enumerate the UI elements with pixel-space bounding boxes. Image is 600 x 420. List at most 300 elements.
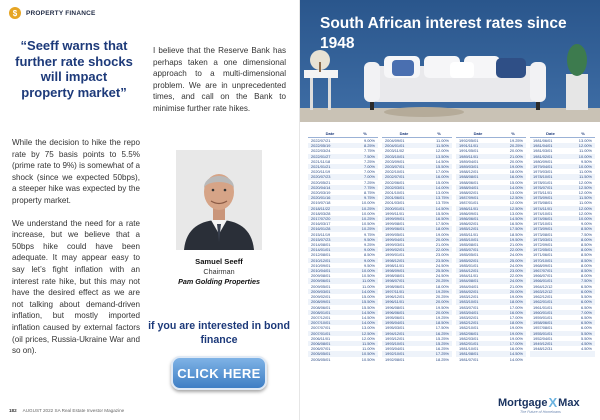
table-body [308,138,595,362]
rate-cell: 16.25% [426,331,452,336]
date-cell: 2020/05/21 [311,179,331,185]
date-cell: 2007/01/01 [308,331,352,336]
rate-cell: 10.00% [571,216,595,221]
date-cell: 1959/01/01 [533,314,553,320]
rate-cell: 7.00% [363,169,375,175]
rate-cell: 9.00% [352,247,378,252]
rate-cell: 21.00% [435,242,449,248]
date-cell: 2003/11/02 [385,148,405,154]
rate-cell: 8.50% [363,252,375,258]
rate-cell: 20.00% [509,158,523,164]
rate-cell: 24.00% [509,262,523,268]
portrait-photo [176,150,262,250]
rate-cell: 13.00% [435,190,449,196]
rate-cell: 11.50% [571,174,595,179]
rate-cell: 16.50% [426,216,452,221]
date-cell: 1998/11/01 [385,262,405,268]
rate-cell: 12.00% [578,179,592,185]
date-cell: 1998/08/01 [385,273,405,279]
date-cell: 2002/06/01 [385,179,405,185]
date-cell: 1985/08/01 [459,242,479,248]
date-cell: 1982/06/01 [456,331,500,336]
portrait-caption [148,256,290,287]
date-cell: 1966/01/01 [530,278,571,283]
pull-quote: “Seeff warns that further rate shocks will impact property market” [15,38,133,100]
rate-cell: 18.00% [435,283,449,289]
rate-cell: 23.50% [426,258,452,263]
date-cell: 1980/09/01 [533,158,553,164]
date-cell: 1988/02/01 [459,190,479,196]
date-cell: 2006/08/01 [308,341,352,346]
rate-cell: 16.25% [435,346,449,352]
date-cell: 1975/11/01 [533,190,553,196]
rate-cell: 17.00% [435,169,449,175]
rate-cell: 8.00% [580,273,592,279]
logo-tagline: The Future of Homeloans [520,410,561,414]
date-cell: 1974/10/01 [533,210,553,216]
date-cell: 1987/01/01 [459,200,479,206]
date-cell: 1986/09/01 [459,210,479,216]
date-cell: 1992/10/01 [382,351,426,356]
date-cell: 1994/12/01 [382,331,426,336]
date-cell: 1966/07/01 [533,273,553,279]
date-cell: 2004/09/01 [385,138,405,143]
rate-cell: 8.50% [580,242,592,248]
interest-rate-table [308,130,595,362]
date-cell: 2022/05/19 [308,143,352,148]
table-header-row [308,130,595,138]
rate-cell: 15.25% [426,341,452,346]
rate-cell: 11.00% [579,169,592,175]
rate-cell: 10.00% [352,268,378,273]
date-cell: 2008/09/01 [308,299,352,304]
date-cell: 2002/10/01 [385,169,405,175]
rate-cell: 19.25% [426,289,452,294]
rate-cell: 10.00% [361,200,375,206]
section-label: PROPERTY FINANCE [26,9,96,17]
table-row [308,357,595,362]
date-cell: 1999/03/01 [385,242,405,248]
rate-cell: 8.50% [571,268,595,273]
date-cell: 1999/05/01 [385,231,405,237]
date-cell: 1984/12/01 [456,268,500,273]
date-cell: 2010/12/01 [308,258,352,263]
rate-cell: 16.50% [509,221,523,227]
rate-cell: 16.00% [509,346,523,352]
date-cell: 2001/06/01 [382,195,426,200]
date-cell: 1985/02/01 [456,258,500,263]
rate-cell: 13.75% [426,195,452,200]
rate-cell: 19.00% [435,231,449,237]
rate-cell: 14.50% [361,314,375,320]
date-cell: 1989/03/01 [456,164,500,169]
date-cell: 2010/09/01 [311,262,331,268]
rate-cell: 20.00% [426,237,452,242]
date-cell: 2006/07/01 [311,346,331,352]
date-cell: 1981/10/01 [459,346,479,352]
rate-cell: 9.50% [363,262,375,268]
date-cell: 1972/09/01 [533,242,553,248]
date-cell: 1999/09/01 [382,216,426,221]
rate-cell: 13.00% [361,325,375,331]
rate-cell: 15.25% [435,335,449,341]
rate-cell: 12.00% [578,190,592,196]
column-header: % [426,130,452,138]
date-cell: 1989/11/01 [456,154,500,159]
paragraph: While the decision to hike the repo rate by 75 basis points to 5.5% (prime rate to 9%) is somewhat of a shock (since we expected 50bps), a steeper hike was expected by the property market. [12,138,140,205]
rate-cell: 19.25% [509,138,523,143]
rate-cell: 18.00% [426,226,452,231]
date-cell: 2012/08/01 [311,252,331,258]
date-cell: 1974/06/01 [530,216,571,221]
rate-cell: 18.00% [509,169,523,175]
article-column-2: I believe that the Reserve Bank has perhaps taken a one dimensional approach to a multi-dimensional problem. We are in unprecedented times, and call on the Bank to minimise further rate hikes. [153,46,286,113]
column-header: % [500,130,526,138]
date-cell: 2007/07/01 [311,325,331,331]
rate-cell: 8.50% [571,258,595,263]
date-cell: 2001/03/01 [385,200,405,206]
article-column-1 [12,137,140,368]
date-cell: 2009/03/01 [308,289,352,294]
rate-cell: 18.50% [509,231,523,237]
date-cell: 2022/01/27 [308,154,352,159]
date-cell: 2005/05/01 [308,351,352,356]
date-cell: 1995/04/01 [382,320,426,325]
rate-cell: 24.50% [435,262,449,268]
column-header: % [352,130,378,138]
rate-cell: 14.50% [426,206,452,211]
rate-cell: 16.00% [500,310,526,315]
date-cell: 2017/07/20 [308,216,352,221]
rate-cell: 10.50% [361,273,375,279]
rate-cell: 12.00% [578,210,592,216]
date-cell: 2022/07/21 [311,138,331,143]
rate-cell: 4.50% [580,346,592,352]
rate-cell: 24.50% [435,273,449,279]
rate-cell: 12.50% [500,206,526,211]
date-cell: 1998/07/01 [382,278,426,283]
date-cell: 1998/12/01 [382,258,426,263]
rate-cell: 18.00% [500,299,526,304]
person-portrait-icon [176,150,262,250]
date-cell: 1993/12/01 [385,335,405,341]
date-cell: 2020/11/19 [311,169,331,175]
date-cell: 1948/12/31 [533,346,553,352]
date-cell: 1962/12/01 [533,294,553,300]
date-cell: 1964/12/12 [533,283,553,289]
date-cell: 2020/01/16 [308,195,352,200]
rate-cell: 16.00% [426,174,452,179]
date-cell: 1984/04/01 [459,283,479,289]
rate-cell: 7.00% [352,174,378,179]
rate-cell: 10.50% [361,356,375,362]
rate-cell: 6.00% [571,299,595,304]
date-cell: 2005/05/01 [311,356,331,362]
rate-cell: 12.50% [352,331,378,336]
rate-cell: 4.50% [571,341,595,346]
date-cell: 2020/04/14 [308,185,352,190]
date-cell: 1973/03/01 [530,237,571,242]
rate-cell: 20.25% [426,278,452,283]
hero-image [300,0,600,122]
date-cell: 1952/04/01 [533,335,553,341]
rate-cell: 18.50% [426,320,452,325]
rate-cell: 10.00% [571,164,595,169]
rate-cell: 7.50% [352,154,378,159]
rate-cell: 17.00% [500,341,526,346]
date-cell: 2015/07/23 [308,237,352,242]
date-cell: 1986/11/01 [456,206,500,211]
rate-cell: 12.50% [571,185,595,190]
caption-name: Samuel Seeff [195,257,243,266]
date-cell: 1998/06/01 [385,283,405,289]
date-cell: 1992/08/01 [385,356,405,362]
date-cell: 1985/10/01 [456,237,500,242]
date-cell: 1999/06/01 [382,226,426,231]
rate-cell: 23.00% [500,268,526,273]
date-cell: 1957/08/01 [533,325,553,331]
rate-cell: 11.50% [426,143,452,148]
rate-cell: 12.00% [571,206,595,211]
page-number: 182 [9,408,17,413]
rate-cell: 12.00% [509,200,523,206]
rate-cell: 15.00% [509,179,523,185]
rate-cell: 14.00% [509,356,523,362]
column-header: Date [382,130,426,138]
date-cell: 1978/10/01 [530,174,571,179]
date-cell: 2016/01/28 [308,226,352,231]
rate-cell: 14.00% [352,320,378,325]
rate-cell: 14.00% [500,185,526,190]
date-cell: 1988/08/01 [456,174,500,179]
rate-cell: 12.00% [361,335,375,341]
rate-cell: 6.00% [580,325,592,331]
rate-cell: 9.75% [363,231,375,237]
date-cell: 1988/06/01 [459,179,479,185]
rate-cell: 14.50% [352,310,378,315]
date-cell: 1981/02/01 [530,154,571,159]
date-cell: 1972/05/01 [530,247,571,252]
date-cell [530,357,571,362]
rate-cell: 5.50% [580,335,592,341]
date-cell: 1996/12/01 [385,294,405,300]
date-cell: 2006/11/01 [311,335,331,341]
rate-cell: 23.00% [435,252,449,258]
date-cell: 1949/12/01 [530,341,571,346]
date-cell: 2003/10/01 [382,154,426,159]
date-cell: 2008/01/01 [308,310,352,315]
rate-cell: 7.00% [571,310,595,315]
rate-cell: 16.00% [500,174,526,179]
date-cell: 1993/10/01 [382,341,426,346]
rate-cell: 19.00% [500,331,526,336]
date-cell: 2014/08/01 [311,242,331,248]
section-header [9,7,96,19]
date-cell: 1983/12/01 [459,294,479,300]
date-cell: 2009/06/01 [308,278,352,283]
rate-cell: 14.00% [352,289,378,294]
rate-cell: 6.50% [580,304,592,310]
date-cell: 1983/02/01 [459,314,479,320]
rate-cell: 15.50% [361,304,375,310]
rate-cell: 7.50% [580,231,592,237]
date-cell: 1975/09/01 [530,195,571,200]
rate-cell: 10.25% [352,216,378,221]
date-cell: 1988/04/01 [456,185,500,190]
date-cell: 2002/03/01 [382,185,426,190]
date-cell: 1997/11/01 [382,289,426,294]
rate-cell: 11.00% [579,200,592,206]
rate-cell: 17.00% [509,304,523,310]
date-cell: 2021/11/18 [311,158,331,164]
rate-cell: 19.25% [435,314,449,320]
date-cell: 1989/04/01 [459,158,479,164]
date-cell: 1961/01/01 [533,304,553,310]
rate-cell: 6.50% [580,283,592,289]
rate-cell: 5.50% [580,294,592,300]
rate-cell: 9.00% [363,138,375,143]
date-cell: 1999/04/01 [382,237,426,242]
rate-cell: 11.00% [436,138,449,143]
date-cell: 1984/02/01 [456,289,500,294]
rate-cell: 19.00% [500,164,526,169]
rate-cell: 20.00% [426,310,452,315]
rate-cell: 9.25% [363,242,375,248]
rate-cell: 19.00% [509,335,523,341]
date-cell: 1982/01/01 [456,341,500,346]
date-cell: 1963/12/12 [530,289,571,294]
rate-cell: 12.00% [435,148,449,154]
rate-cell: 9.00% [580,221,592,227]
rate-cell: 12.50% [500,195,526,200]
date-cell: 1981/08/01 [456,351,500,356]
date-cell: 1991/11/01 [456,143,500,148]
rate-cell: 20.25% [435,294,449,300]
date-cell: 1975/08/01 [533,200,553,206]
rate-cell: 11.50% [571,195,595,200]
caption-role: Chairman [203,267,235,276]
rate-cell: 22.00% [426,247,452,252]
rate-cell: 20.00% [426,299,452,304]
rate-cell: 8.00% [571,237,595,242]
rate-cell: 14.50% [500,351,526,356]
rate-cell: 19.50% [435,304,449,310]
date-cell: 1982/10/01 [459,325,479,331]
rate-cell: 5.50% [571,331,595,336]
rate-cell: 24.00% [500,278,526,283]
date-cell: 1970/10/01 [530,258,571,263]
date-cell: 1996/11/01 [382,299,426,304]
rate-cell: 19.00% [509,325,523,331]
rate-cell: 13.75% [435,200,449,206]
date-cell: 1981/06/01 [533,138,553,143]
date-cell: 1967/07/01 [530,268,571,273]
rate-cell: 14.50% [500,216,526,221]
rate-cell: 19.00% [509,294,523,300]
rate-cell: 8.25% [352,143,378,148]
rate-cell: 18.00% [500,320,526,325]
rate-cell: 14.00% [426,185,452,190]
rate-cell: 20.25% [500,143,526,148]
date-cell: 1971/06/01 [533,252,553,258]
rates-table [308,130,595,362]
rate-cell: 9.00% [352,258,378,263]
date-cell: 2022/03/24 [311,148,331,154]
date-cell: 1985/11/01 [459,231,479,237]
rate-cell: 15.50% [426,164,452,169]
date-cell: 1979/04/01 [530,164,571,169]
rate-cell: 11.00% [352,278,378,283]
date-cell: 2004/01/01 [382,143,426,148]
rate-cell: 21.00% [509,283,523,289]
rate-cell: 6.50% [580,314,592,320]
date-cell: 1996/08/01 [385,304,405,310]
date-cell: 1960/01/01 [530,310,571,315]
date-cell: 1996/06/01 [382,310,426,315]
rate-cell: 14.50% [435,158,449,164]
date-cell: 1973/08/01 [533,231,553,237]
date-cell: 2009/05/01 [311,283,331,289]
logo-wordmark [498,395,580,410]
rate-cell: 22.00% [500,247,526,252]
rate-cell: 12.00% [571,143,595,148]
rate-cell: 7.75% [352,185,378,190]
date-cell: 1986/06/01 [456,216,500,221]
rate-cell: 7.00% [352,164,378,169]
date-cell: 1985/12/01 [456,226,500,231]
rate-cell: 10.25% [352,226,378,231]
date-cell: 1955/01/01 [530,331,571,336]
date-cell: 2016/03/17 [311,221,331,227]
rate-cell: 17.50% [435,325,449,331]
date-cell: 2000/01/01 [382,206,426,211]
date-cell: 1998/09/01 [382,268,426,273]
date-cell: 1976/07/01 [530,185,571,190]
date-cell: 1985/07/01 [456,247,500,252]
rate-cell: 13.00% [509,210,523,216]
rate-cell: 9.50% [352,237,378,242]
date-cell: 1982/12/01 [456,320,500,325]
date-cell: 2019/07/18 [311,200,331,206]
column-header: Date [530,130,571,138]
date-cell: 1999/11/01 [385,210,405,216]
rate-cell: 10.00% [361,210,375,216]
rate-cell: 6.00% [571,289,595,294]
rate-cell: 8.50% [580,252,592,258]
rate-cell: 11.00% [362,283,375,289]
date-cell: 1992/05/01 [459,138,479,143]
date-cell: 1983/10/01 [456,299,500,304]
rate-cell: 24.00% [509,252,523,258]
rate-cell [571,357,595,362]
date-cell: 1982/03/01 [459,335,479,341]
date-cell: 2009/08/01 [311,273,331,279]
date-cell: 2003/09/01 [385,158,405,164]
rate-cell: 8.00% [580,262,592,268]
date-cell: 1995/06/01 [385,314,405,320]
click-here-button[interactable]: CLICK HERE [171,356,267,390]
date-cell: 1987/09/01 [456,195,500,200]
date-cell: 1986/02/01 [459,221,479,227]
rate-cell: 22.00% [509,273,523,279]
bond-finance-prompt: if you are interested in bond finance [148,320,290,346]
date-cell: 1968/09/01 [533,262,553,268]
dollar-coin-icon: $ [9,7,21,19]
rate-cell: 7.25% [363,179,375,185]
rate-cell: 10.25% [352,206,378,211]
logo-word-2: Max [558,396,580,409]
rate-cell: 7.50% [571,278,595,283]
